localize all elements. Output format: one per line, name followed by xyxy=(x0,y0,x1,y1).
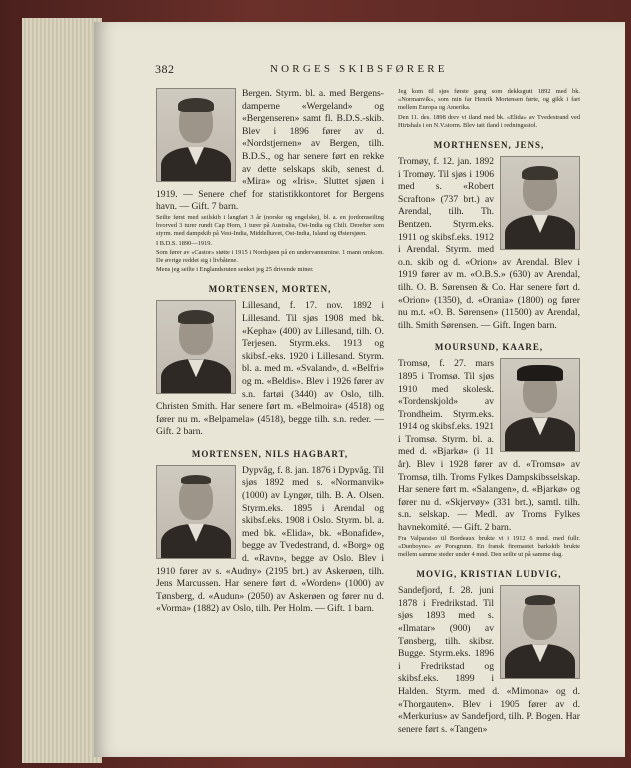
portrait-photo xyxy=(500,358,580,452)
entry-paragraph: Tromsø, f. 27. mars 1895 i Tromsø. Til sjøs 1910 med skolesk. «Tordenskjold» av Trondheim. Styrm.eks. 1914 og skibsf.eks. 1921 i Tromsø. Styrm. bl. a. med d. «Bjarkø» (i 11 år). Blev i 1928 fører av d. «Tromsø» av Tromsø, tilh. Troms Fylkes Dampskibsselskap. Har senere ført m. «Salangen», d. «Bjarkø» og fører nu d. «Skjervøy» (331 brt.), samtl. tilh. s.n. selskap. — Medl. av Troms Fylkes havnekomité. — Gift. 2 barn. xyxy=(398,358,580,534)
portrait-photo xyxy=(156,88,236,182)
entry-note: Som fører av «Castor» støtte i 1915 i Nordsjøen på en undervannsmine. 1 mann omkom. De øvrige reddet sig i livbåtene. xyxy=(156,248,384,264)
entry-morthensen-jens xyxy=(398,156,580,332)
running-head: NORGES SKIBSFØRERE xyxy=(270,63,448,75)
page-stack-edges xyxy=(22,18,102,763)
entry-note: I B.D.S. 1890—1919. xyxy=(156,239,213,247)
entry-bergen xyxy=(156,88,384,274)
entry-name-heading: MORTENSEN, MORTEN, xyxy=(208,284,332,295)
book-page xyxy=(94,22,625,757)
entry-note: Den 11. des. 1898 drev vi iland med bk. «Elida» av Tvedestrand ved Hirtshals i en N.V.storm. Blev tatt iland i redningsstol. xyxy=(398,113,580,129)
entry-paragraph: Lillesand, f. 17. nov. 1892 i Lillesand. Til sjøs 1908 med bk. «Kepha» (400) av Lillesand, tilh. O. Terjesen. Styrm.eks. 1913 og skibsf.-eks. 1920 i Lillesand. Styrm. bl. a. med m. «Svaland», d. «Belfri» og m. «Beldis». Blev i 1926 fører av s.n. fartøi (3440) av Oslo, tilh. Christen Smith. Har senere ført m. «Belmoira» (4518) og fører nu m. «Belpamela» (4518), begge tilh. s.n. reder. — Gift. 2 barn. xyxy=(156,300,384,438)
entry-mortensen-morten xyxy=(156,300,384,439)
entry-moursund-kaare xyxy=(398,358,580,559)
portrait-photo xyxy=(156,300,236,394)
entry-name-heading: MOVIG, KRISTIAN LUDVIG, xyxy=(416,569,562,580)
entry-movig-kristian xyxy=(398,585,580,736)
page-number: 382 xyxy=(155,62,175,76)
portrait-photo xyxy=(500,156,580,250)
entry-name-heading: MORTHENSEN, JENS, xyxy=(433,140,545,151)
entry-mortensen-nils xyxy=(156,465,384,616)
entry-paragraph: Bergen. Styrm. bl. a. med Bergens-damperne «Wergeland» og «Bergenseren» samt fl. B.D.S.-skib. Blev i 1896 fører av d. «Nordstjernen» av Bergen, tilh. B.D.S., og har senere ført en rekke av dette selskaps skib, senest d. «Mira» og «Iris». Sluttet sjøen i 1919. — Senere chef for statistikkontoret for Bergens havn. — Gift. 7 barn. xyxy=(156,88,384,213)
entry-note: Jeg kom til sjøs første gang som dekksgutt 1892 med bk. «Normanvik», som min far Henrik Mortensen førte, og gikk i fart mellem Europa og Amerika. xyxy=(398,88,580,112)
entry-note: Mens jeg seilte i Englandsruten senket jeg 25 drivende miner. xyxy=(156,266,314,274)
entry-note: Seilte først med seilskib i langfart 3 år (norske og engelske), bl. a. en jordomseiling hvorved 3 turer rundt Cap Horn, 1 turer på Australia, Ost-India og Chili. Derefter som styrm. med dampskib på Vest-India, Middelhavet, Ost-India, Island og Østersjøen. xyxy=(156,213,384,238)
entry-paragraph: Tromøy, f. 12. jan. 1892 i Tromøy. Til sjøs i 1906 med s. «Robert Scrafton» (737 brt.) av Arendal, tilh. Th. Bentzen. Styrm.eks. 1911 og skibsf.eks. 1912 i Arendal. Styrm. med o.n. skib og d. «Orion» av Arendal. Blev i 1919 fører av m. «O.B.S.» (630) av Arendal, tilh. O. B. Sørensen & Co. Har senere ført d. «Orion» (1350), d. «Orania» (1800) og fører nu m.t. «O. B. Sørensen» (11500) av Arendal, tilh. Smith Sørensen. — Gift. Ingen barn. xyxy=(398,156,580,331)
entry-paragraph: Sandefjord, f. 28. juni 1878 i Fredrikstad. Til sjøs 1893 med s. «Ilmatar» (900) av Tønsberg, tilh. skibsr. Bugge. Styrm.eks. 1896 i Fredrikstad og skibsf.eks. 1899 i Halden. Styrm. med d. «Mimona» og d. «Thorgauten». Blev i 1905 fører av d. «Merkurius» av Sandefjord, tilh. P. Bogen. Har senere ført s. «Tangen» xyxy=(398,585,580,735)
entry-name-heading: MOURSUND, KAARE, xyxy=(434,342,544,353)
right-column xyxy=(398,88,580,736)
left-column xyxy=(156,88,384,616)
portrait-photo xyxy=(500,585,580,679)
entry-note: Fra Valparaiso til Bordeaux brukte vi i 1912 6 mnd. med fullr. «Dunboyne» av Porsgrunn. En fransk firemastet barkskib brukte mellem samme steder under 4 mnd. Den seilte ut på samme dag. xyxy=(398,534,580,559)
entry-paragraph: Dypvåg, f. 8. jan. 1876 i Dypvåg. Til sjøs 1892 med s. «Normanvik» (1000) av Lyngør, tilh. B. A. Olsen. Styrm.eks. 1895 i Arendal og skibsf.eks. 1908 i Oslo. Styrm. bl. a. med bk. «Elida», bk. «Bonafide», begge av Tvedestrand, d. «Borg» og d. «Ravn», begge av Oslo. Blev i 1910 fører av s. «Audny» (2195 brt.) av Askerøen, tilh. Jens Marcussen. Har senere ført d. «Worden» (1000) av Tønsberg, d. «Audun» (2050) av Askerøen og fører nu d. «Vorma» (1882) av Oslo, tilh. Per Holm. — Gift. 1 barn. xyxy=(156,464,384,615)
entry-name-heading: MORTENSEN, NILS HAGBART, xyxy=(191,448,349,459)
portrait-photo xyxy=(156,465,236,559)
